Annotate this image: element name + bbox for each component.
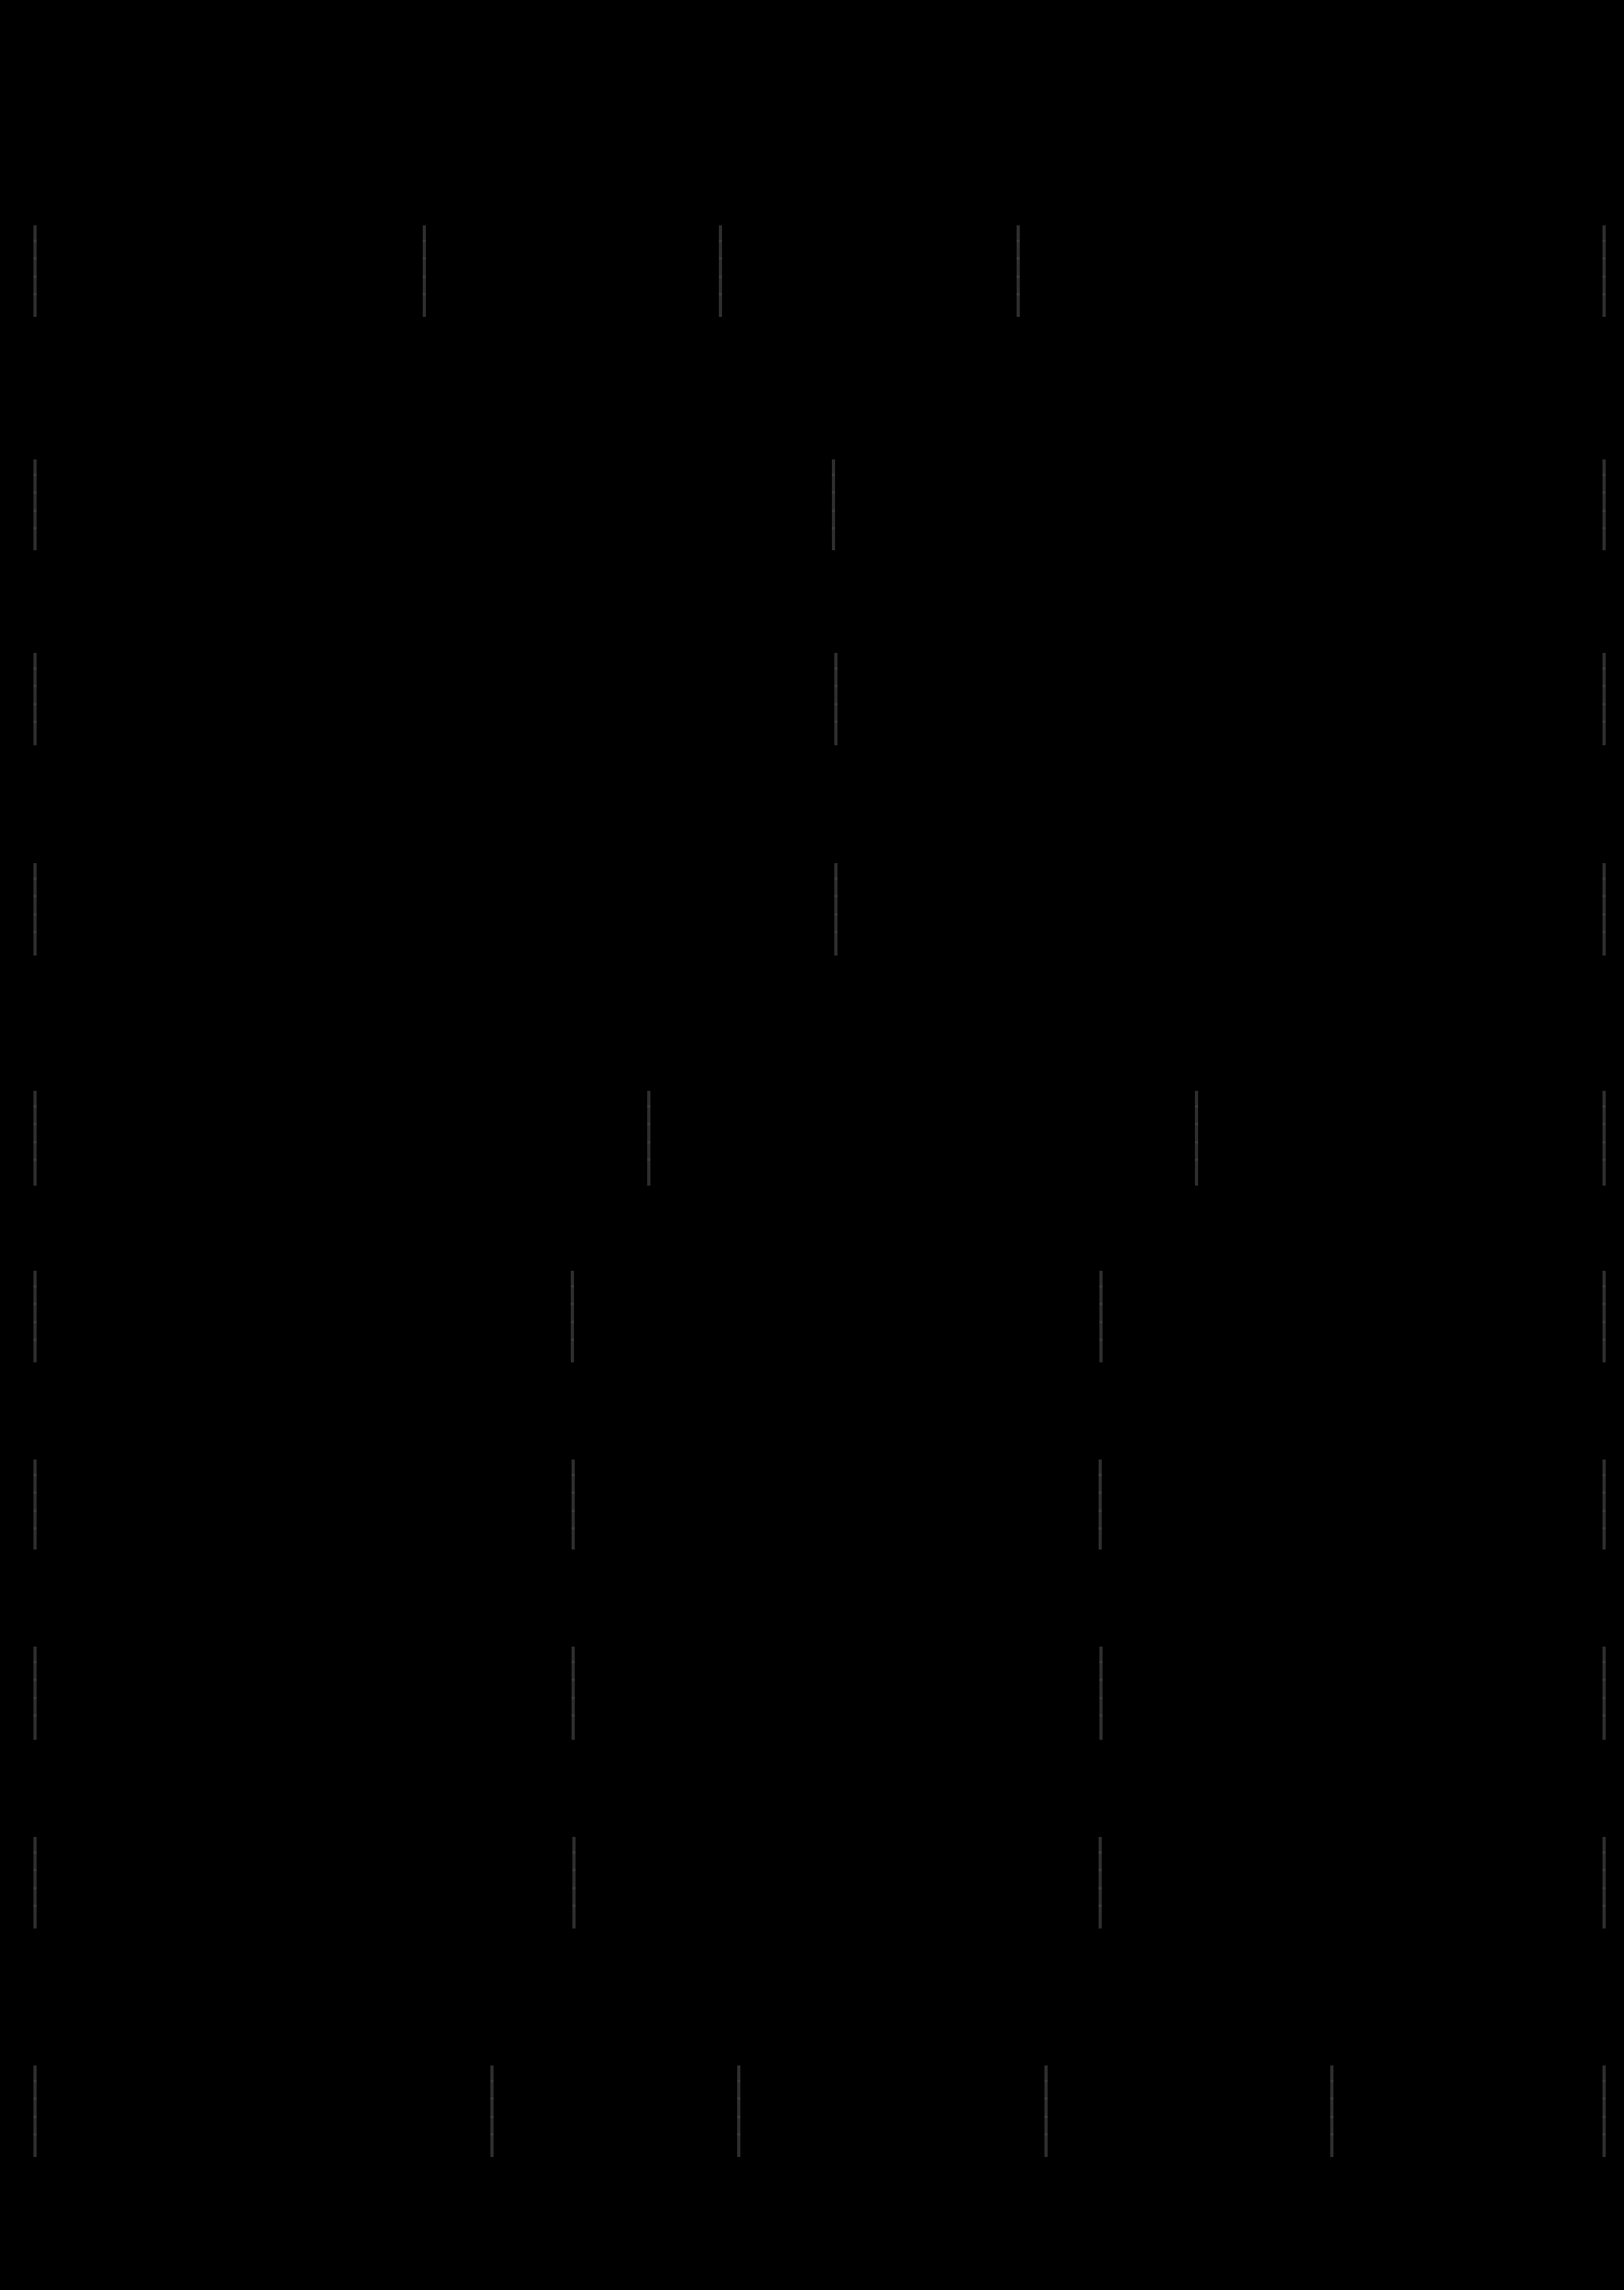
staffline-intersection-dot: [33, 257, 37, 260]
staffline-intersection-dot: [33, 1321, 37, 1323]
staffline-intersection-dot: [647, 1123, 650, 1125]
staffline-intersection-dot: [1603, 895, 1606, 897]
staffline-intersection-dot: [572, 1474, 575, 1476]
staffline-intersection-dot: [1603, 1510, 1606, 1512]
staffline-intersection-dot: [1195, 1159, 1198, 1161]
staffline-intersection-dot: [33, 1697, 37, 1699]
staffline-intersection-dot: [423, 293, 426, 295]
staffline-intersection-dot: [832, 510, 835, 512]
staffline-intersection-dot: [33, 895, 37, 897]
staffline-intersection-dot: [1603, 1141, 1606, 1143]
staffline-intersection-dot: [834, 721, 837, 723]
staffline-intersection-dot: [33, 877, 37, 880]
staffline-intersection-dot: [1603, 510, 1606, 512]
staffline-intersection-dot: [1044, 2116, 1048, 2118]
staffline-intersection-dot: [1017, 257, 1020, 260]
staffline-intersection-dot: [423, 240, 426, 242]
staffline-intersection-dot: [1603, 1697, 1606, 1699]
staffline-intersection-dot: [1603, 1678, 1606, 1681]
staffline-intersection-dot: [1603, 1661, 1606, 1663]
staffline-intersection-dot: [490, 2080, 494, 2082]
staffline-intersection-dot: [1044, 2133, 1048, 2136]
staffline-intersection-dot: [737, 2097, 740, 2100]
staffline-intersection-dot: [834, 685, 837, 687]
staffline-intersection-dot: [33, 2080, 37, 2082]
staffline-intersection-dot: [647, 1141, 650, 1143]
staffline-intersection-dot: [33, 1491, 37, 1494]
staffline-intersection-dot: [33, 293, 37, 295]
staffline-intersection-dot: [33, 1510, 37, 1512]
staffline-intersection-dot: [1099, 1491, 1102, 1494]
staffline-intersection-dot: [1603, 1851, 1606, 1854]
staffline-intersection-dot: [1603, 2133, 1606, 2136]
staffline-intersection-dot: [1603, 913, 1606, 916]
staffline-intersection-dot: [33, 1905, 37, 1907]
staffline-intersection-dot: [1044, 2097, 1048, 2100]
staffline-intersection-dot: [834, 877, 837, 880]
staffline-intersection-dot: [33, 1661, 37, 1663]
staffline-intersection-dot: [1099, 1887, 1102, 1889]
staffline-intersection-dot: [33, 1851, 37, 1854]
staffline-intersection-dot: [33, 1105, 37, 1108]
staffline-intersection-dot: [1603, 1905, 1606, 1907]
staffline-intersection-dot: [33, 667, 37, 670]
staffline-intersection-dot: [1330, 2116, 1333, 2118]
staffline-intersection-dot: [1330, 2080, 1333, 2082]
staffline-intersection-dot: [832, 527, 835, 530]
staffline-intersection-dot: [572, 1869, 576, 1871]
staffline-intersection-dot: [1603, 257, 1606, 260]
staffline-intersection-dot: [33, 491, 37, 494]
staffline-intersection-dot: [737, 2080, 740, 2082]
staffline-intersection-dot: [423, 276, 426, 278]
staffline-intersection-dot: [1603, 1474, 1606, 1476]
staffline-intersection-dot: [490, 2097, 494, 2100]
staffline-intersection-dot: [1603, 1491, 1606, 1494]
staffline-intersection-dot: [1099, 1714, 1103, 1717]
staffline-intersection-dot: [1603, 931, 1606, 933]
staffline-intersection-dot: [647, 1159, 650, 1161]
staffline-intersection-dot: [1603, 1303, 1606, 1305]
staffline-intersection-dot: [33, 1338, 37, 1341]
staffline-intersection-dot: [834, 703, 837, 705]
staffline-intersection-dot: [571, 1285, 574, 1288]
staffline-intersection-dot: [33, 1303, 37, 1305]
staffline-intersection-dot: [1603, 293, 1606, 295]
staffline-intersection-dot: [1099, 1321, 1103, 1323]
staffline-intersection-dot: [1099, 1510, 1102, 1512]
staffline-intersection-dot: [33, 510, 37, 512]
staffline-intersection-dot: [1044, 2080, 1048, 2082]
staffline-intersection-dot: [1603, 2116, 1606, 2118]
staffline-intersection-dot: [1099, 1678, 1103, 1681]
staffline-intersection-dot: [1603, 1714, 1606, 1717]
staffline-intersection-dot: [1099, 1869, 1102, 1871]
staffline-intersection-dot: [1330, 2133, 1333, 2136]
staffline-intersection-dot: [1603, 1285, 1606, 1288]
staffline-intersection-dot: [33, 1474, 37, 1476]
staffline-intersection-dot: [572, 1697, 575, 1699]
staffline-intersection-dot: [737, 2133, 740, 2136]
staffline-intersection-dot: [572, 1678, 575, 1681]
staffline-intersection-dot: [571, 1321, 574, 1323]
staffline-intersection-dot: [33, 913, 37, 916]
staffline-intersection-dot: [571, 1303, 574, 1305]
staffline-intersection-dot: [33, 2116, 37, 2118]
staffline-intersection-dot: [572, 1887, 576, 1889]
staffline-intersection-dot: [1099, 1303, 1103, 1305]
staffline-intersection-dot: [1603, 1887, 1606, 1889]
staffline-intersection-dot: [719, 257, 722, 260]
staffline-intersection-dot: [33, 1714, 37, 1717]
staffline-intersection-dot: [737, 2116, 740, 2118]
staffline-intersection-dot: [423, 257, 426, 260]
staffline-intersection-dot: [1099, 1851, 1102, 1854]
staffline-intersection-dot: [33, 1678, 37, 1681]
barline: [572, 1460, 575, 1549]
staffline-intersection-dot: [1017, 293, 1020, 295]
staffline-intersection-dot: [1603, 1123, 1606, 1125]
staffline-intersection-dot: [1603, 877, 1606, 880]
staffline-intersection-dot: [1603, 2080, 1606, 2082]
staffline-intersection-dot: [572, 1714, 575, 1717]
staffline-intersection-dot: [834, 895, 837, 897]
staffline-intersection-dot: [1195, 1123, 1198, 1125]
staffline-intersection-dot: [1099, 1697, 1103, 1699]
staffline-intersection-dot: [719, 240, 722, 242]
staffline-intersection-dot: [1099, 1338, 1103, 1341]
staffline-intersection-dot: [33, 1159, 37, 1161]
staffline-intersection-dot: [1603, 240, 1606, 242]
staffline-intersection-dot: [1603, 474, 1606, 476]
staffline-intersection-dot: [1099, 1661, 1103, 1663]
barline: [1099, 1460, 1102, 1549]
staffline-intersection-dot: [33, 240, 37, 242]
staffline-intersection-dot: [490, 2133, 494, 2136]
staffline-intersection-dot: [1099, 1527, 1102, 1530]
staffline-intersection-dot: [571, 1338, 574, 1341]
staffline-intersection-dot: [572, 1527, 575, 1530]
staffline-intersection-dot: [834, 931, 837, 933]
staffline-intersection-dot: [572, 1905, 576, 1907]
staffline-intersection-dot: [33, 1141, 37, 1143]
staffline-intersection-dot: [33, 1123, 37, 1125]
staffline-intersection-dot: [719, 276, 722, 278]
staffline-intersection-dot: [1017, 240, 1020, 242]
staffline-intersection-dot: [647, 1105, 650, 1108]
staffline-intersection-dot: [832, 491, 835, 494]
staffline-intersection-dot: [1603, 491, 1606, 494]
staffline-intersection-dot: [33, 2097, 37, 2100]
staffline-intersection-dot: [33, 1887, 37, 1889]
staffline-intersection-dot: [33, 1285, 37, 1288]
staffline-intersection-dot: [1603, 1338, 1606, 1341]
staffline-intersection-dot: [1099, 1905, 1102, 1907]
staffline-intersection-dot: [1603, 667, 1606, 670]
staffline-intersection-dot: [1099, 1285, 1103, 1288]
staffline-intersection-dot: [834, 667, 837, 670]
staffline-intersection-dot: [1603, 1527, 1606, 1530]
staffline-intersection-dot: [33, 527, 37, 530]
staffline-intersection-dot: [572, 1491, 575, 1494]
staffline-intersection-dot: [1099, 1474, 1102, 1476]
staffline-intersection-dot: [1603, 703, 1606, 705]
staffline-intersection-dot: [832, 474, 835, 476]
staffline-intersection-dot: [1603, 1321, 1606, 1323]
staffline-intersection-dot: [1195, 1105, 1198, 1108]
staffline-intersection-dot: [33, 1527, 37, 1530]
staffline-intersection-dot: [33, 1869, 37, 1871]
staffline-intersection-dot: [1603, 1105, 1606, 1108]
staffline-intersection-dot: [1603, 685, 1606, 687]
staffline-intersection-dot: [33, 703, 37, 705]
staffline-intersection-dot: [33, 931, 37, 933]
staffline-intersection-dot: [1603, 1159, 1606, 1161]
staffline-intersection-dot: [719, 293, 722, 295]
staffline-intersection-dot: [33, 721, 37, 723]
staffline-intersection-dot: [1603, 276, 1606, 278]
barline: [1603, 1460, 1606, 1549]
staffline-intersection-dot: [572, 1661, 575, 1663]
staffline-intersection-dot: [33, 474, 37, 476]
staffline-intersection-dot: [572, 1510, 575, 1512]
staffline-intersection-dot: [572, 1851, 576, 1854]
staffline-intersection-dot: [1330, 2097, 1333, 2100]
staffline-intersection-dot: [1603, 721, 1606, 723]
staffline-intersection-dot: [1603, 2097, 1606, 2100]
staffline-intersection-dot: [1603, 1869, 1606, 1871]
staffline-intersection-dot: [33, 276, 37, 278]
staffline-intersection-dot: [1195, 1141, 1198, 1143]
barline: [33, 1460, 37, 1549]
staffline-intersection-dot: [834, 913, 837, 916]
staffline-intersection-dot: [33, 685, 37, 687]
staffline-intersection-dot: [1017, 276, 1020, 278]
staffline-intersection-dot: [33, 2133, 37, 2136]
staffline-intersection-dot: [490, 2116, 494, 2118]
staffline-intersection-dot: [1603, 527, 1606, 530]
